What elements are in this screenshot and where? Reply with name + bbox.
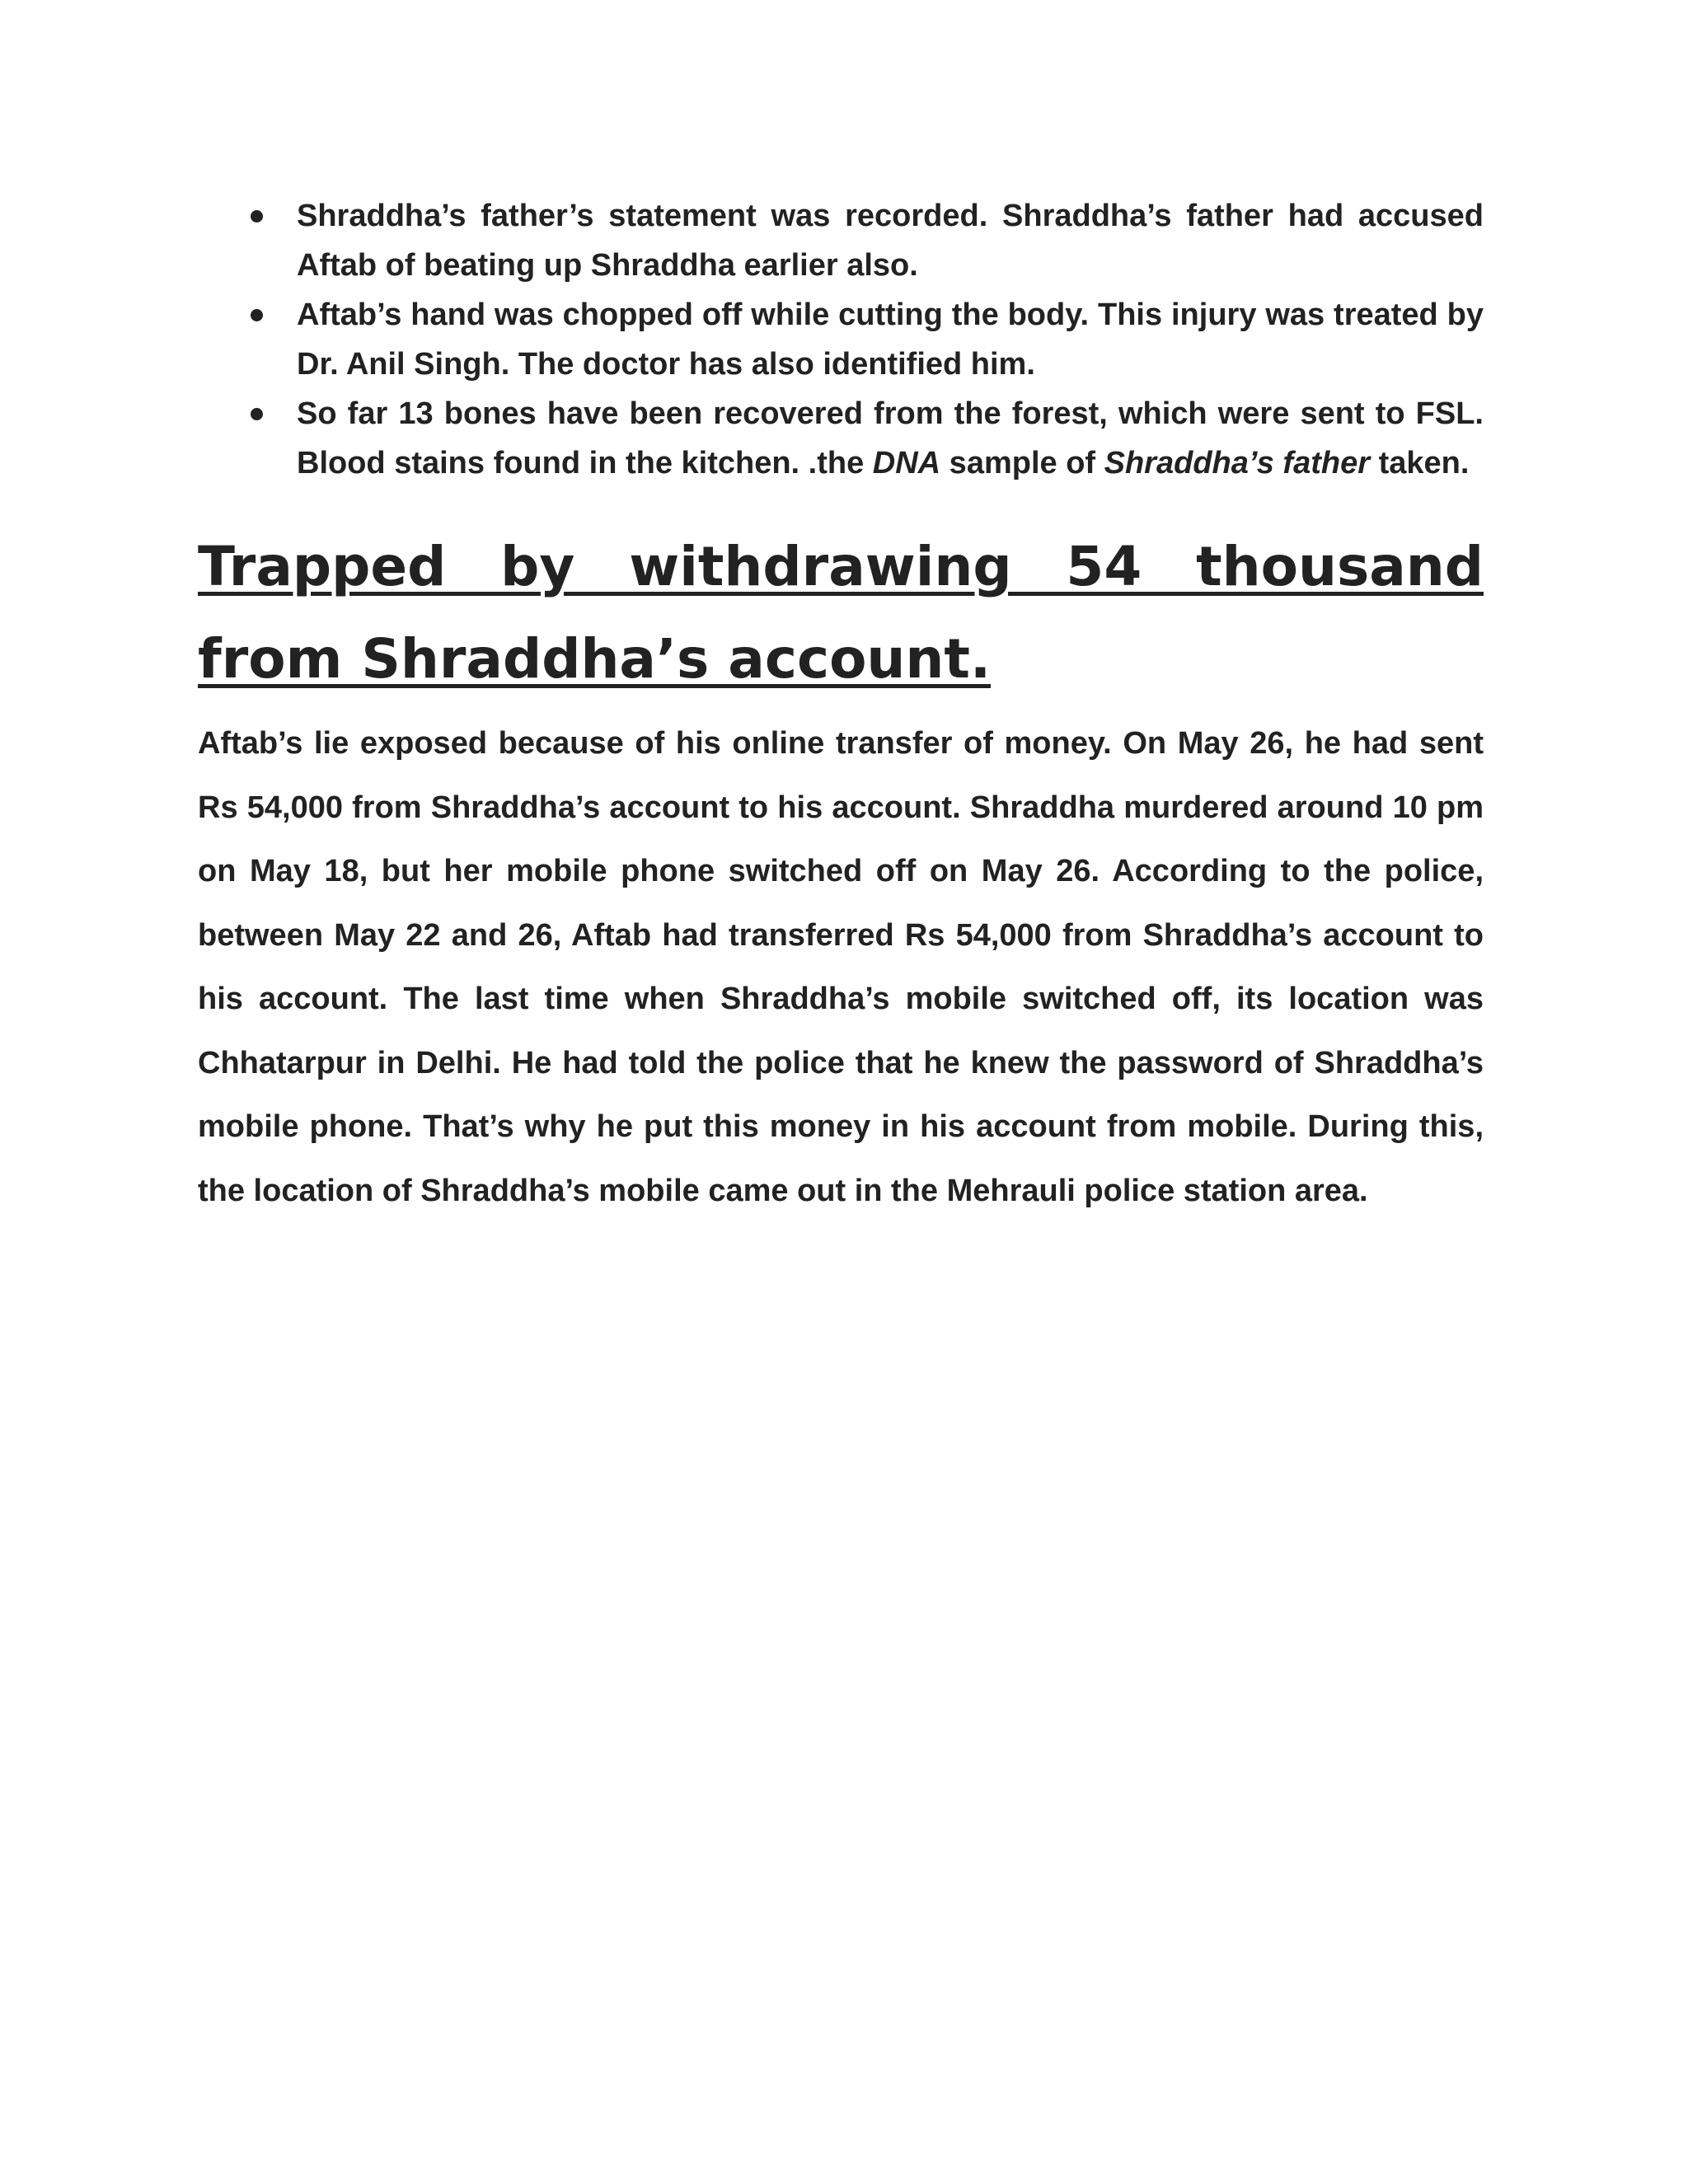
body-paragraph: Aftab’s lie exposed because of his online transfer of money. On May 26, he had sent Rs 54,000 from Shraddha’s account to his account. Shraddha murdered around 10 pm on May 18, but her mobile phone switched off on May 26. According to the police, between May 22 and 26, Aftab had transferred Rs 54,000 from Shraddha’s account to his account. The last time when Shraddha’s mobile switched off, its location was Chhatarpur in Delhi. He had told the police that he knew the password of Shraddha’s mobile phone. That’s why he put this money in his account from mobile. During this, the location of Shraddha’s mobile came out in the Mehrauli police station area. (198, 726, 1484, 1208)
bullet-dot-icon (251, 210, 263, 223)
page-content (198, 191, 1484, 1223)
bullet-item-bones-recovered (198, 389, 1484, 488)
section-heading: Trapped by withdrawing 54 thousand from Shraddha’s account. (198, 535, 1484, 691)
bullet-text-part: taken. (1370, 446, 1470, 480)
bullet-text: Shraddha’s father’s statement was recorded. Shraddha’s father had accused Aftab of beating up Shraddha earlier also. (297, 199, 1484, 283)
bullet-text-italic-father: Shraddha’s father (1104, 446, 1371, 480)
bullet-text-part: So far 13 bones have been recovered from the forest, which were sent to FSL. Blood stains found in the kitchen. .the (297, 396, 1484, 480)
bullet-item-father-statement (198, 191, 1484, 290)
bullet-dot-icon (251, 408, 263, 420)
bullet-list (198, 191, 1484, 488)
bullet-item-hand-injury (198, 290, 1484, 389)
bullet-text-italic-dna: DNA (872, 446, 941, 480)
bullet-text-part: sample of (940, 446, 1104, 480)
bullet-dot-icon (251, 309, 263, 321)
bullet-text: Aftab’s hand was chopped off while cutting the body. This injury was treated by Dr. Anil Singh. The doctor has also identified him. (297, 298, 1484, 382)
